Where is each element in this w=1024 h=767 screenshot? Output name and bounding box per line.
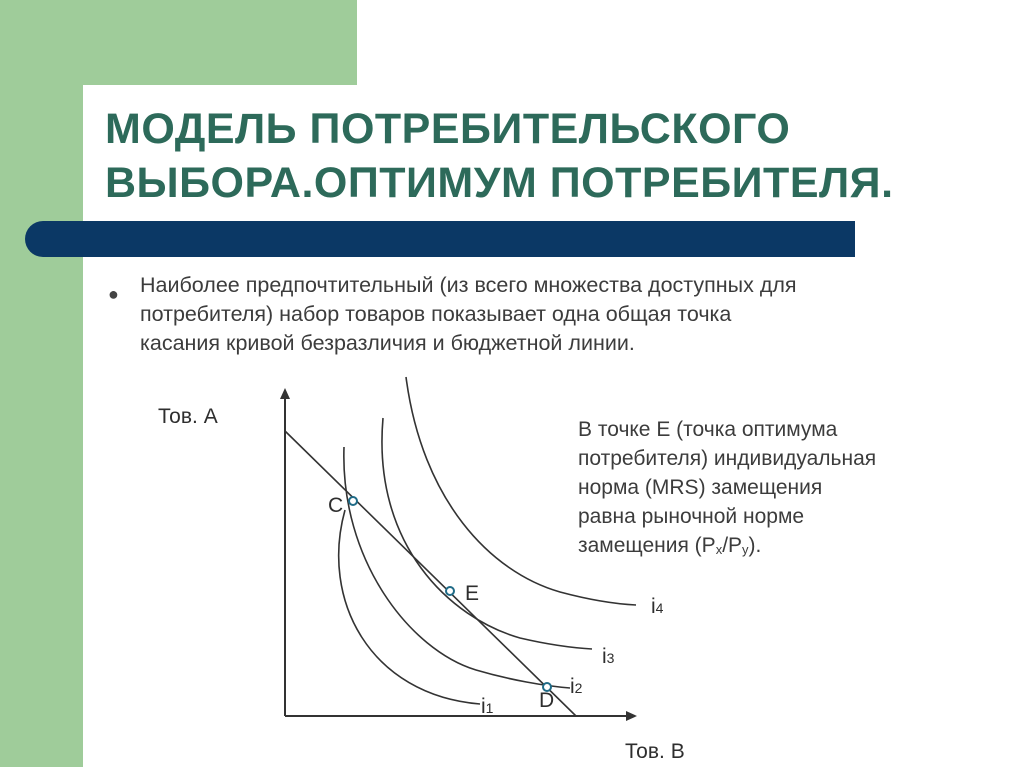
curve-i3-index: 3 [606,650,615,666]
curve-i2-label [570,675,583,698]
point-d-label: D [539,689,555,712]
curve-i4-label [651,595,664,618]
curve-i1-index: 1 [485,700,494,716]
indifference-curve-i4 [406,377,636,605]
point-c-marker [349,497,357,505]
indifference-curve-i2 [344,447,570,688]
note-line-5-suffix: ). [748,534,762,557]
slide-title-line-2: ВЫБОРА.ОПТИМУМ ПОТРЕБИТЕЛЯ. [105,159,894,207]
budget-line [285,431,576,716]
y-axis-label: Тов. А [158,405,218,428]
note-sub-y: y [742,542,749,557]
curve-i2-letter: i [570,675,575,698]
note-line-5-mid: /P [722,534,743,557]
bullet-line-2: потребителя) набор товаров показывает одна общая точка [140,302,732,326]
bullet-dot-icon: ● [108,284,119,304]
slide-title-line-1: МОДЕЛЬ ПОТРЕБИТЕЛЬСКОГО [105,105,791,153]
note-line-5-prefix: замещения (P [578,534,716,557]
curve-i2-index: 2 [574,680,583,696]
note-line-4: равна рыночной норме [578,505,805,528]
x-axis-label: Тов. В [625,740,685,763]
curve-i4-index: 4 [655,600,664,616]
curve-i4-letter: i [651,595,656,618]
curve-i1-label [481,695,494,718]
note-line-2: потребителя) индивидуальная [578,447,877,470]
point-c-label: C [328,494,344,517]
point-e-label: E [465,582,480,605]
note-line-1: В точке Е (точка оптимума [578,418,838,441]
bullet-line-3: касания кривой безразличия и бюджетной линии. [140,331,635,355]
point-e-marker [446,587,454,595]
note-line-3: норма (MRS) замещения [578,476,823,499]
curve-i1-letter: i [481,695,486,718]
bullet-line-1: Наиболее предпочтительный (из всего множества доступных для [140,273,797,297]
note-sub-x: x [715,542,723,557]
curve-i3-label [602,645,615,668]
indifference-curve-i3 [382,418,592,649]
curve-i3-letter: i [602,645,607,668]
